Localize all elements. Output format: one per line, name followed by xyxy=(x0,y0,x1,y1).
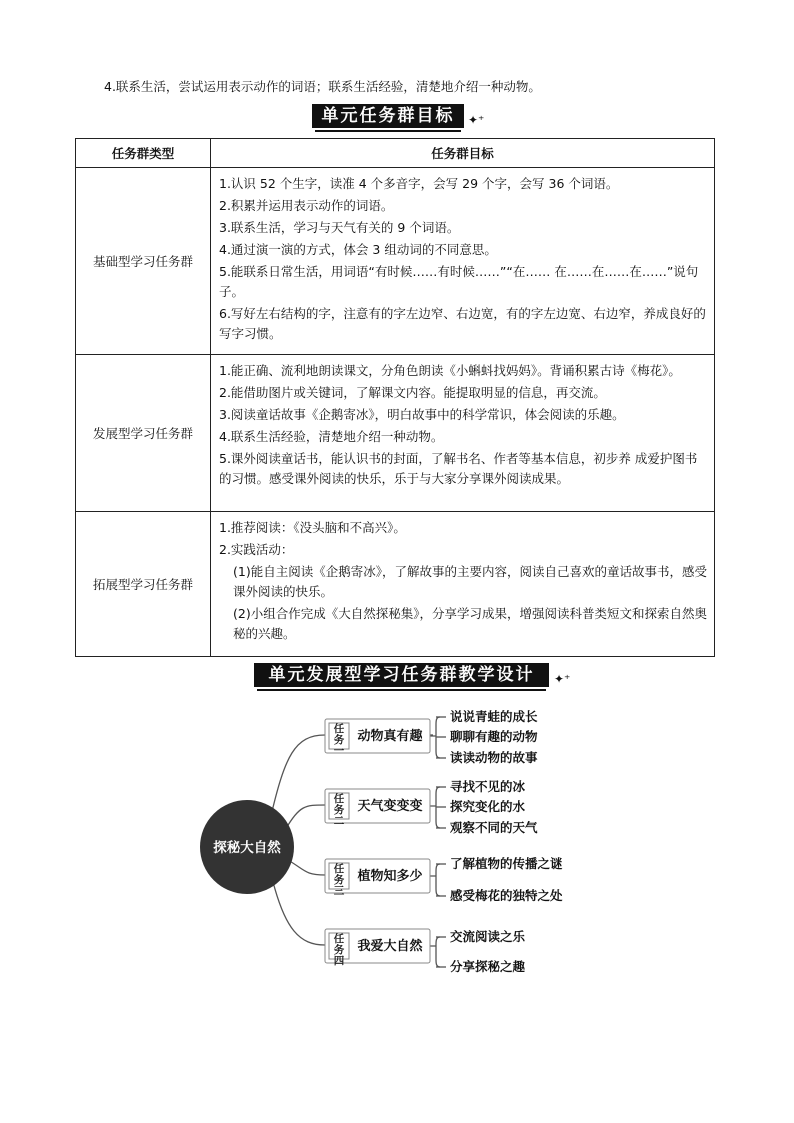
row-goals-basic xyxy=(211,168,715,355)
section-banner-design: 单元发展型学习任务群教学设计 xyxy=(254,663,549,687)
goal-item: 2.实践活动： xyxy=(219,542,294,557)
goal-item: 1.认识 52 个生字，读准 4 个多音字，会写 29 个字，会写 36 个词语。 xyxy=(219,176,619,191)
mindmap-brace xyxy=(430,864,440,896)
goal-item: (2)小组合作完成《大自然探秘集》，分享学习成果，增强阅读科普类短文和探索自然奥秘的兴趣。 xyxy=(233,606,707,641)
row-type-extension: 拓展型学习任务群 xyxy=(76,512,211,657)
goal-item: 1.能正确、流利地朗读课文，分角色朗读《小蝌蚪找妈妈》。背诵积累古诗《梅花》。 xyxy=(219,363,681,378)
row-type-basic: 基础型学习任务群 xyxy=(76,168,211,355)
mindmap-item: 探究变化的水 xyxy=(450,799,526,814)
mindmap-task-4 xyxy=(325,929,430,967)
task-number-label: 任务三 xyxy=(333,863,345,897)
mindmap-item: 寻找不见的冰 xyxy=(450,779,526,794)
header-goals: 任务群目标 xyxy=(211,139,715,168)
sparkle-icon: ✦⁺ xyxy=(554,672,571,686)
sparkle-icon: ✦⁺ xyxy=(468,113,485,127)
row-goals-extension xyxy=(211,512,715,657)
goal-item: 5.能联系日常生活，用词语“有时候……有时候……”“在…… 在……在……在……”说句子。 xyxy=(219,264,699,299)
task-title: 我爱大自然 xyxy=(357,939,423,954)
mindmap-item: 说说青蛙的成长 xyxy=(450,709,538,724)
goal-item: 2.能借助图片或关键词，了解课文内容。能提取明显的信息，再交流。 xyxy=(219,385,606,400)
goal-item: 3.阅读童话故事《企鹅寄冰》，明白故事中的科学常识，体会阅读的乐趣。 xyxy=(219,407,625,422)
goal-item: 4.通过演一演的方式，体会 3 组动词的不同意思。 xyxy=(219,242,497,257)
mindmap-item: 交流阅读之乐 xyxy=(450,929,526,944)
task-number-label: 任务四 xyxy=(333,933,345,967)
table-row xyxy=(76,355,715,512)
goal-item: 6.写好左右结构的字，注意有的字左边窄、右边宽，有的字左边宽、右边窄，养成良好的写字习惯。 xyxy=(219,306,706,341)
header-type: 任务群类型 xyxy=(76,139,211,168)
task-group-table xyxy=(75,138,715,657)
goal-item: 5.课外阅读童话书，能认识书的封面，了解书名、作者等基本信息，初步养 成爱护图书的习惯。感受课外阅读的快乐，乐于与大家分享课外阅读成果。 xyxy=(219,451,698,486)
mind-map xyxy=(200,695,600,985)
goal-item: 3.联系生活，学习与天气有关的 9 个词语。 xyxy=(219,220,460,235)
task-number-label: 任务二 xyxy=(333,793,345,827)
row-type-development: 发展型学习任务群 xyxy=(76,355,211,512)
mindmap-brace xyxy=(430,937,440,967)
goal-item: 2.积累并运用表示动作的词语。 xyxy=(219,198,394,213)
mindmap-item: 观察不同的天气 xyxy=(450,820,538,835)
task-number-label: 任务一 xyxy=(333,723,345,757)
mindmap-item: 读读动物的故事 xyxy=(450,750,538,765)
table-row xyxy=(76,512,715,657)
task-title: 植物知多少 xyxy=(357,869,423,884)
task-title: 天气变变变 xyxy=(357,799,423,814)
goal-item: 4.联系生活经验，清楚地介绍一种动物。 xyxy=(219,429,444,444)
goal-item: 1.推荐阅读：《没头脑和不高兴》。 xyxy=(219,520,406,535)
goal-item: (1)能自主阅读《企鹅寄冰》，了解故事的主要内容，阅读自己喜欢的童话故事书，感受课外阅读的快乐。 xyxy=(233,564,707,599)
task-title: 动物真有趣 xyxy=(357,729,423,744)
mindmap-item: 分享探秘之趣 xyxy=(450,959,526,974)
mindmap-task-2 xyxy=(325,789,430,827)
mindmap-center-label: 探秘大自然 xyxy=(213,840,281,856)
mindmap-task-3 xyxy=(325,859,430,897)
mindmap-item: 聊聊有趣的动物 xyxy=(450,729,538,744)
section-banner-goals: 单元任务群目标 xyxy=(312,104,464,128)
mindmap-item: 感受梅花的独特之处 xyxy=(450,888,563,903)
table-header-row xyxy=(76,139,715,168)
mindmap-task-1 xyxy=(325,719,430,757)
table-row xyxy=(76,168,715,355)
row-goals-development xyxy=(211,355,715,512)
mindmap-item: 了解植物的传播之谜 xyxy=(450,856,563,871)
intro-line: 4.联系生活，尝试运用表示动作的词语；联系生活经验，清楚地介绍一种动物。 xyxy=(104,79,541,94)
